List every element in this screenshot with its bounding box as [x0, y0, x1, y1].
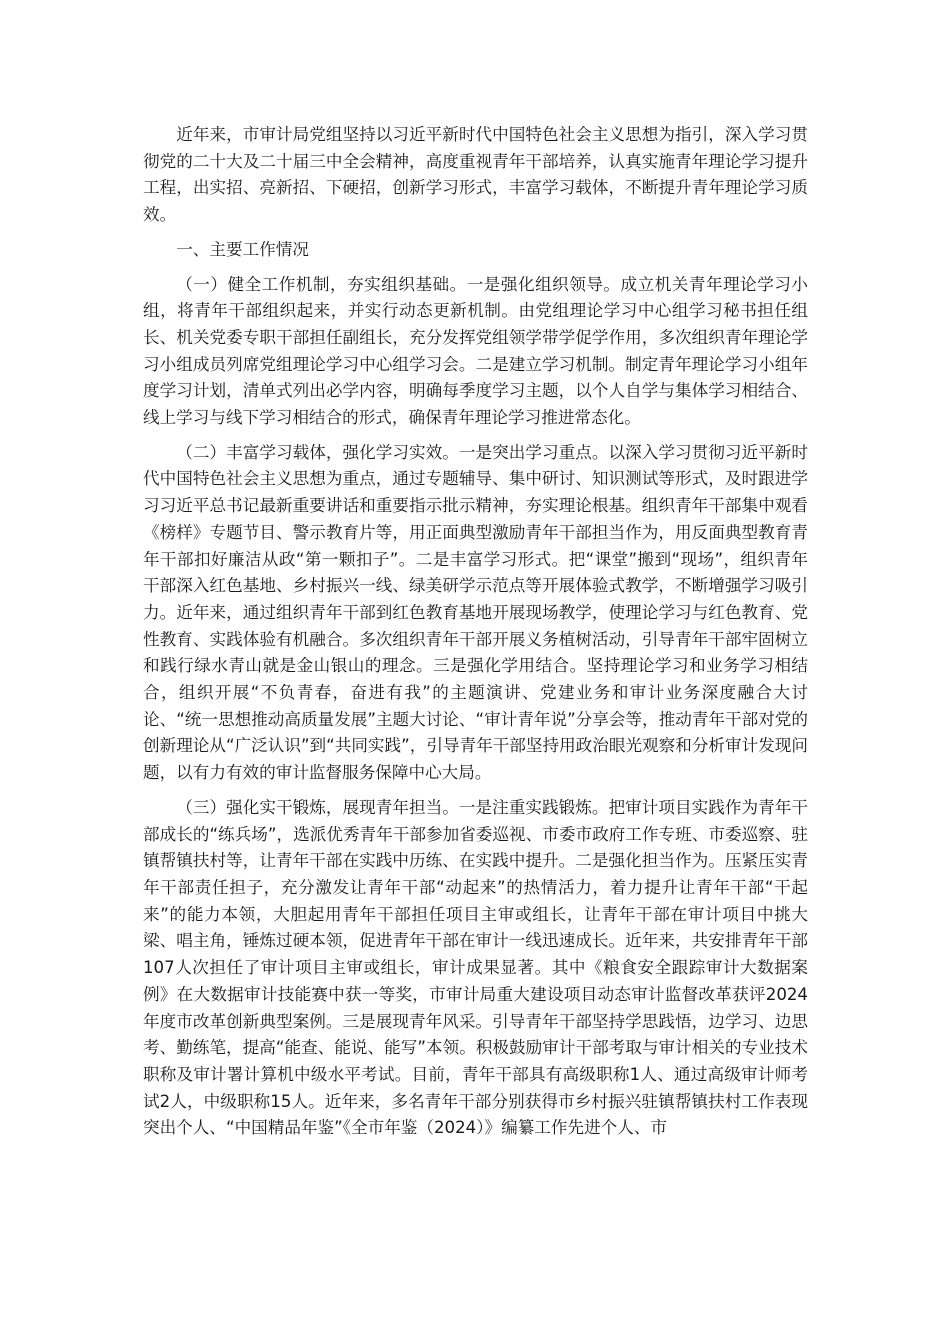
intro-paragraph: 近年来，市审计局党组坚持以习近平新时代中国特色社会主义思想为指引，深入学习贯彻党的二十大及二十届三中全会精神，高度重视青年干部培养，认真实施青年理论学习提升工程，出实招、亮新招、下硬招，创新学习形式，丰富学习载体，不断提升青年理论学习质效。 — [143, 125, 808, 225]
document-body — [143, 122, 808, 1142]
section-heading: 一、主要工作情况 — [176, 239, 309, 259]
subsection-paragraph-3: （三）强化实干锻炼，展现青年担当。一是注重实践锻炼。把审计项目实践作为青年干部成长的“练兵场”，选派优秀青年干部参加省委巡视、市委市政府工作专班、市委巡察、驻镇帮镇扶村等，让青年干部在实践中历练、在实践中提升。二是强化担当作为。压紧压实青年干部责任担子，充分激发让青年干部“动起来”的热情活力，着力提升让青年干部“干起来”的能力本领，大胆起用青年干部担任项目主审或组长，让青年干部在审计项目中挑大梁、唱主角，锤炼过硬本领，促进青年干部在审计一线迅速成长。近年来，共安排青年干部107人次担任了审计项目主审或组长，审计成果显著。其中《粮食安全跟踪审计大数据案例》在大数据审计技能赛中获一等奖，市审计局重大建设项目动态审计监督改革获评2024年度市改革创新典型案例。三是展现青年风采。引导青年干部坚持学思践悟，边学习、边思考、勤练笔，提高“能查、能说、能写”本领。积极鼓励审计干部考取与审计相关的专业技术职称及审计署计算机中级水平考试。目前，青年干部具有高级职称1人、通过高级审计师考试2人，中级职称15人。近年来，多名青年干部分别获得市乡村振兴驻镇帮镇扶村工作表现突出个人、“中国精品年鉴”《全市年鉴（2024）》编纂工作先进个人、市 — [143, 797, 808, 1138]
subsection-paragraph-1: （一）健全工作机制，夯实组织基础。一是强化组织领导。成立机关青年理论学习小组，将青年干部组织起来，并实行动态更新机制。由党组理论学习中心组学习秘书担任组长、机关党委专职干部担任副组长，充分发挥党组领学带学促学作用，多次组织青年理论学习小组成员列席党组理论学习中心组学习会。二是建立学习机制。制定青年理论学习小组年度学习计划，清单式列出必学内容，明确每季度学习主题，以个人自学与集体学习相结合、线上学习与线下学习相结合的形式，确保青年理论学习推进常态化。 — [143, 274, 808, 428]
subsection-paragraph-2: （二）丰富学习载体，强化学习实效。一是突出学习重点。以深入学习贯彻习近平新时代中国特色社会主义思想为重点，通过专题辅导、集中研讨、知识测试等形式，及时跟进学习习近平总书记最新重要讲话和重要指示批示精神，夯实理论根基。组织青年干部集中观看《榜样》专题节目、警示教育片等，用正面典型激励青年干部担当作为，用反面典型教育青年干部扣好廉洁从政“第一颗扣子”。二是丰富学习形式。把“课堂”搬到“现场”，组织青年干部深入红色基地、乡村振兴一线、绿美研学示范点等开展体验式教学，不断增强学习吸引力。近年来，通过组织青年干部到红色教育基地开展现场教学，使理论学习与红色教育、党性教育、实践体验有机融合。多次组织青年干部开展义务植树活动，引导青年干部牢固树立和践行绿水青山就是金山银山的理念。三是强化学用结合。坚持理论学习和业务学习相结合，组织开展“不负青春，奋进有我”的主题演讲、党建业务和审计业务深度融合大讨论、“统一思想推动高质量发展”主题大讨论、“审计青年说”分享会等，推动青年干部对党的创新理论从“广泛认识”到“共同实践”，引导青年干部坚持用政治眼光观察和分析审计发现问题，以有力有效的审计监督服务保障中心大局。 — [143, 442, 808, 783]
